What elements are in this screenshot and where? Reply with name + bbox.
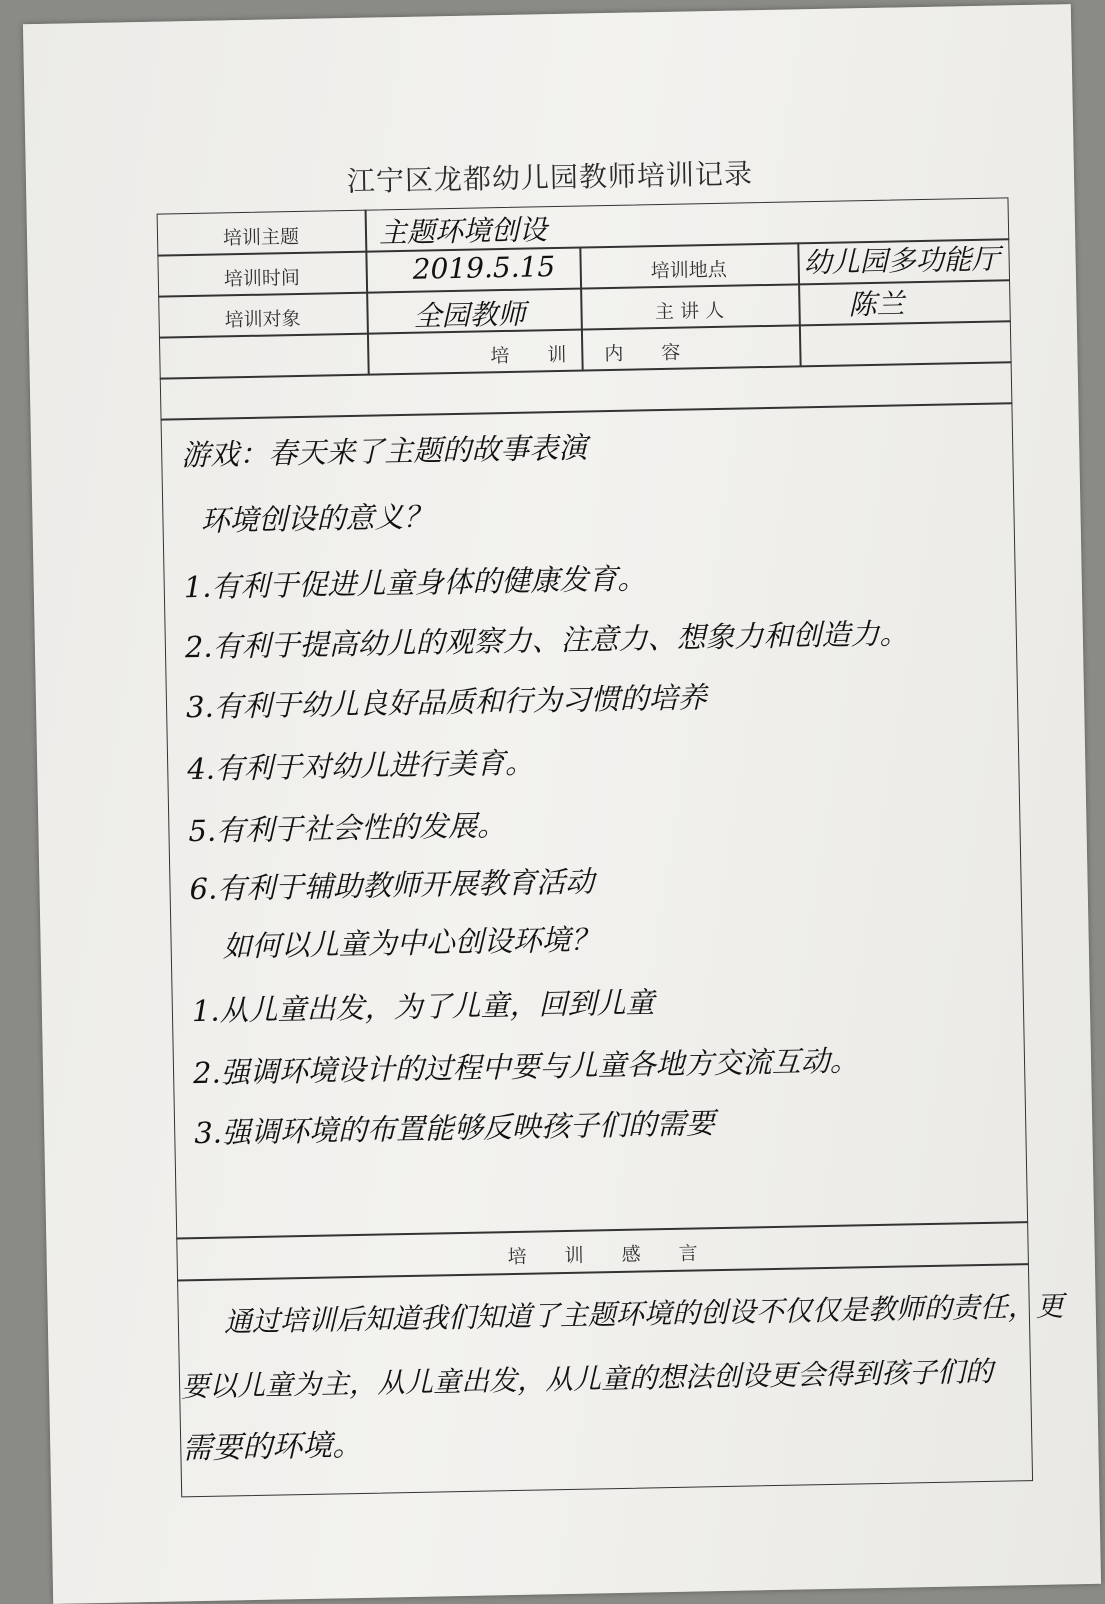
content-line: 1.从儿童出发，为了儿童，回到儿童 [191, 985, 655, 1029]
record-sheet [23, 4, 1101, 1604]
content-line: 5.有利于社会性的发展。 [188, 808, 507, 849]
reflection-line: 通过培训后知道我们知道了主题环境的创设不仅仅是教师的责任，更 [223, 1289, 1065, 1339]
reflection-line: 要以儿童为主，从儿童出发，从儿童的想法创设更会得到孩子们的 [180, 1354, 994, 1404]
content-line: 2.有利于提高幼儿的观察力、注意力、想象力和创造力。 [184, 616, 909, 665]
audience-label: 培训对象 [224, 307, 301, 332]
speaker-label: 主 讲 人 [654, 299, 725, 324]
reflection-line: 需要的环境。 [181, 1427, 363, 1467]
content-line: 游戏：春天来了主题的故事表演 [180, 430, 588, 473]
speaker-value: 陈兰 [848, 287, 905, 322]
content-line: 1.有利于促进儿童身体的健康发育。 [183, 561, 647, 605]
location-label: 培训地点 [650, 258, 727, 283]
location-value: 幼儿园多功能厅 [803, 242, 1000, 280]
content-line: 如何以儿童为中心创设环境？ [222, 922, 600, 964]
topic-label: 培训主题 [222, 225, 300, 250]
content-line: 3.强调环境的布置能够反映孩子们的需要 [193, 1106, 716, 1151]
topic-value: 主题环境创设 [378, 213, 548, 250]
time-value: 2019.5.15 [412, 250, 556, 286]
content-section-header: 培训内容 [490, 340, 719, 368]
content-line: 2.强调环境设计的过程中要与儿童各地方交流互动。 [192, 1043, 859, 1091]
content-line: 6.有利于辅助教师开展教育活动 [189, 864, 595, 907]
page-title: 江宁区龙都幼儿园教师培训记录 [346, 157, 754, 199]
content-line: 环境创设的意义？ [200, 499, 433, 538]
reflection-section-header: 培训感言 [507, 1241, 736, 1269]
content-line: 3.有利于幼儿良好品质和行为习惯的培养 [185, 680, 707, 725]
audience-value: 全园教师 [413, 297, 526, 333]
content-line: 4.有利于对幼儿进行美育。 [186, 745, 535, 787]
time-label: 培训时间 [223, 266, 301, 291]
